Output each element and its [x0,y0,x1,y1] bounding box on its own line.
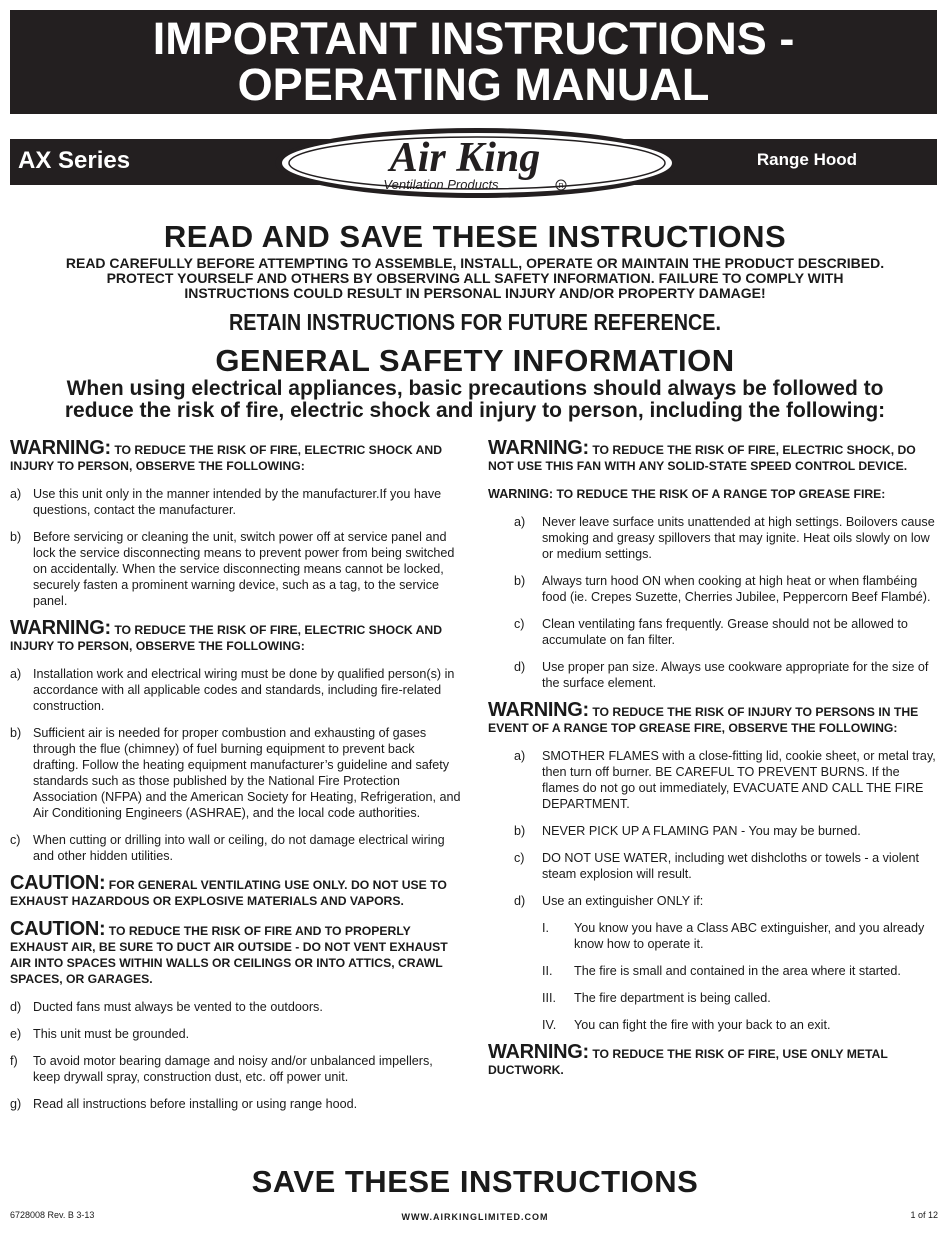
air-king-logo [273,126,681,200]
item-text: Sufficient air is needed for proper combustion and exhausting of gases through the flue (chimney) of fuel burning equipment to prevent back drafting. Follow the heating equipment manufacturer’s guideline and safety standards such as those published by the National Fire Protection Association (NFPA) and the American Society for Heating, Refrigeration, and Air Conditioning Engineers (ASHRAE), and the local code authorities. [33,726,461,820]
sub-list-item [488,963,938,979]
item-letter: a) [10,487,22,501]
item-text: This unit must be grounded. [33,1027,190,1041]
warning-label: WARNING: [488,699,589,721]
retain-notice: RETAIN INSTRUCTIONS FOR FUTURE REFERENCE. [229,309,721,335]
item-text: SMOTHER FLAMES with a close-fitting lid, cookie sheet, or metal tray, then turn off burner. BE CAREFUL TO PREVENT BURNS. If the flames do not go out immediately, EVACUATE AND CALL THE FIRE DEPARTMENT. [542,749,936,811]
read-careful-text [0,256,950,301]
list-item [10,1096,462,1112]
general-safety-intro [0,378,950,422]
item-text: To avoid motor bearing damage and noisy and/or unbalanced impellers, keep drywall spray, construction dust, etc. off power unit. [33,1054,433,1084]
item-text: DO NOT USE WATER, including wet dishcloths or towels - a violent steam explosion will result. [542,851,920,881]
caution-block [10,872,462,909]
list-item [488,659,938,691]
page-number: 1 of 12 [910,1210,938,1220]
warning-text: TO REDUCE THE RISK OF INJURY TO PERSONS IN THE EVENT OF A RANGE TOP GREASE FIRE, OBSERVE THE FOLLOWING: [488,705,919,735]
item-text: Use proper pan size. Always use cookware appropriate for the size of the surface element. [542,660,929,690]
product-label: Range Hood [756,150,857,169]
warning-text: TO REDUCE THE RISK OF FIRE, ELECTRIC SHOCK AND INJURY TO PERSON, OBSERVE THE FOLLOWING: [10,623,443,653]
warning-label: WARNING: [10,437,111,459]
warning-text: TO REDUCE THE RISK OF FIRE, ELECTRIC SHOCK, DO NOT USE THIS FAN WITH ANY SOLID-STATE SPEED CONTROL DEVICE. [488,443,916,473]
item-letter: d) [514,894,526,908]
warning-block [488,437,938,474]
read-save-heading: READ AND SAVE THESE INSTRUCTIONS [163,219,787,254]
caution-block [10,918,462,987]
item-text: The fire is small and contained in the area where it started. [574,964,901,978]
website-link[interactable]: WWW.AIRKINGLIMITED.COM [401,1212,549,1222]
list-item [488,850,938,882]
caution-label: CAUTION: [10,872,106,894]
warning-block [10,617,462,654]
item-letter: c) [514,617,525,631]
item-numeral: I. [542,921,549,935]
list-item [488,748,938,812]
left-column [10,437,462,1123]
warning-label: WARNING: [488,487,554,501]
item-letter: b) [10,530,22,544]
caution-text: TO REDUCE THE RISK OF FIRE AND TO PROPERLY EXHAUST AIR, BE SURE TO DUCT AIR OUTSIDE - DO NOT VENT EXHAUST AIR INTO SPACES WITHIN WALLS OR CEILINGS OR INTO ATTICS, CRAWL SPACES, OR GARAGES. [10,924,448,986]
item-letter: c) [10,833,21,847]
item-text: You know you have a Class ABC extinguisher, and you already know how to operate it. [574,921,925,951]
item-letter: f) [10,1054,18,1068]
title-line-1: IMPORTANT INSTRUCTIONS - [152,13,795,64]
item-text: Before servicing or cleaning the unit, switch power off at service panel and lock the service disconnecting means to prevent power from being switched on accidentally. When the service disconnecting means cannot be locked, securely fasten a prominent warning device, such as a tag, to the service panel. [33,530,455,608]
list-item [10,529,462,609]
title-line-2: OPERATING MANUAL [237,59,710,110]
sub-list-item [488,990,938,1006]
intro-line-2: reduce the risk of fire, electric shock and injury to person, including the following: [64,399,886,422]
list-item [10,1053,462,1085]
item-text: The fire department is being called. [574,991,771,1005]
list-item [10,486,462,518]
logo-subtitle: Ventilation Products [383,177,499,192]
read-careful-line-1: READ CAREFULLY BEFORE ATTEMPTING TO ASSEMBLE, INSTALL, OPERATE OR MAINTAIN THE PRODUCT DESCRIBED. [65,255,885,271]
list-item [488,573,938,605]
item-text: You can fight the fire with your back to an exit. [574,1018,831,1032]
save-instructions-heading: SAVE THESE INSTRUCTIONS [251,1164,699,1199]
item-letter: a) [10,667,22,681]
logo-wordmark: Air King [389,135,541,181]
caution-label: CAUTION: [10,918,106,940]
item-letter: a) [514,749,526,763]
item-letter: b) [10,726,22,740]
item-text: Read all instructions before installing or using range hood. [33,1097,358,1111]
caution-text: FOR GENERAL VENTILATING USE ONLY. DO NOT USE TO EXHAUST HAZARDOUS OR EXPLOSIVE MATERIALS AND VAPORS. [10,878,447,908]
list-item [488,823,938,839]
item-letter: g) [10,1097,22,1111]
list-item [488,616,938,648]
warning-block [10,437,462,474]
list-item [10,725,462,821]
document-number: 6728008 Rev. B 3-13 [10,1210,95,1220]
warning-block [488,486,938,502]
read-careful-line-3: INSTRUCTIONS COULD RESULT IN PERSONAL INJURY AND/OR PROPERTY DAMAGE! [184,285,766,301]
item-numeral: II. [542,964,553,978]
intro-line-1: When using electrical appliances, basic precautions should always be followed to [66,377,884,400]
item-text: Installation work and electrical wiring must be done by qualified person(s) in accordance with all applicable codes and standards, including fire-related construction. [33,667,455,713]
general-safety-heading: GENERAL SAFETY INFORMATION [215,343,735,378]
series-label: AX Series [18,147,131,174]
item-text: When cutting or drilling into wall or ceiling, do not damage electrical wiring and other hidden utilities. [33,833,445,863]
item-text: Never leave surface units unattended at high settings. Boilovers cause smoking and greasy spillovers that may ignite. Heat oils slowly on low or medium settings. [542,515,935,561]
sub-list-item [488,1017,938,1033]
list-item [488,893,938,909]
warning-text: TO REDUCE THE RISK OF A RANGE TOP GREASE FIRE: [556,487,886,501]
list-item [488,514,938,562]
item-letter: b) [514,574,526,588]
warning-label: WARNING: [10,617,111,639]
item-text: Use an extinguisher ONLY if: [542,894,704,908]
item-letter: e) [10,1027,22,1041]
item-letter: b) [514,824,526,838]
list-item [10,666,462,714]
item-letter: a) [514,515,526,529]
list-item [10,832,462,864]
read-careful-line-2: PROTECT YOURSELF AND OTHERS BY OBSERVING ALL SAFETY INFORMATION. FAILURE TO COMPLY WITH [106,270,844,286]
right-column [488,437,938,1090]
warning-label: WARNING: [488,437,589,459]
item-letter: d) [10,1000,22,1014]
list-item [10,1026,462,1042]
item-numeral: IV. [542,1018,557,1032]
title-banner [10,10,937,114]
warning-block [488,1041,938,1078]
warning-text: TO REDUCE THE RISK OF FIRE, ELECTRIC SHOCK AND INJURY TO PERSON, OBSERVE THE FOLLOWING: [10,443,443,473]
item-text: Use this unit only in the manner intended by the manufacturer.If you have questions, contact the manufacturer. [33,487,442,517]
item-text: Clean ventilating fans frequently. Grease should not be allowed to accumulate on fan filter. [542,617,908,647]
warning-label: WARNING: [488,1041,589,1063]
list-item [10,999,462,1015]
item-text: NEVER PICK UP A FLAMING PAN - You may be burned. [542,824,861,838]
item-text: Always turn hood ON when cooking at high heat or when flambéing food (ie. Crepes Suzette, Cherries Jubilee, Peppercorn Beef Flambé). [542,574,931,604]
item-numeral: III. [542,991,556,1005]
item-letter: c) [514,851,525,865]
registered-mark: R [558,183,564,190]
warning-text: TO REDUCE THE RISK OF FIRE, USE ONLY METAL DUCTWORK. [488,1047,888,1077]
item-text: Ducted fans must always be vented to the outdoors. [33,1000,323,1014]
warning-block [488,699,938,736]
sub-list-item [488,920,938,952]
item-letter: d) [514,660,526,674]
